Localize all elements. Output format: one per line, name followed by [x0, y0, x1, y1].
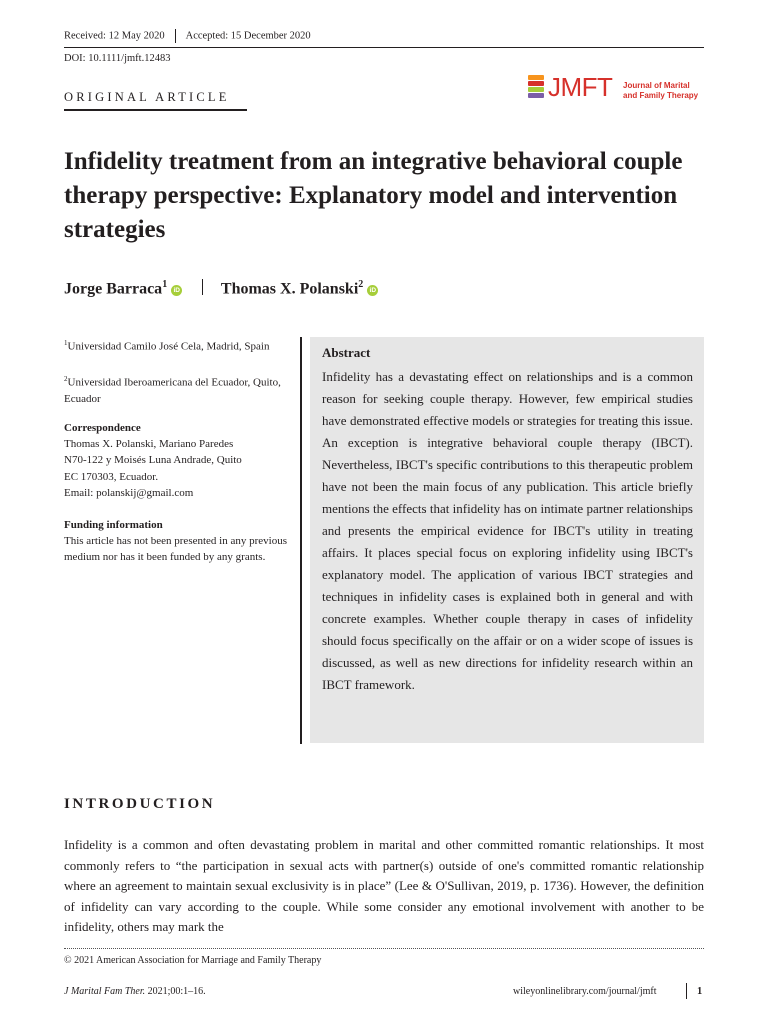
author-affiliation-sup: 2 — [358, 279, 364, 290]
page-number: 1 — [697, 986, 703, 997]
journal-citation — [64, 986, 206, 997]
copyright: © 2021 American Association for Marriage and Family Therapy — [64, 955, 322, 966]
affiliation-text: Universidad Iberoamericana del Ecuador, Quito, Ecuador — [64, 376, 281, 405]
affiliation-sup: 1 — [64, 339, 68, 347]
journal-logo[interactable] — [528, 73, 708, 101]
correspondence-block — [64, 420, 289, 501]
logo-bars-icon — [528, 75, 544, 99]
correspondence-heading: Correspondence — [64, 422, 141, 434]
orcid-icon[interactable]: iD — [171, 285, 182, 296]
author-divider — [202, 279, 203, 295]
column-divider — [300, 337, 302, 744]
journal-volume: 2021;00:1–16. — [145, 986, 206, 997]
received-accepted-dates — [64, 29, 311, 43]
affiliation-sup: 2 — [64, 375, 68, 383]
correspondence-line: N70-122 y Moisés Luna Andrade, Quito — [64, 454, 242, 467]
article-title: Infidelity treatment from an integrative behavioral couple therapy perspective: Explanatory model and intervention strategies — [64, 148, 683, 243]
article-type-rule — [64, 109, 247, 111]
body-paragraph: Infidelity is a common and often devastating problem in marital and other committed romantic relationships. It most commonly refers to “the participation in sexual acts with partner(s) outside of one's committed romantic relationship where an agreement to maintain sexual exclusivity is in place” (Lee & O'Sullivan, 2019, p. 1736). However, the definition of infidelity can vary according to the couple. While some consider any emotional involvement with another to be infidelity, others may mark the — [64, 837, 704, 934]
doi[interactable]: DOI: 10.1111/jmft.12483 — [64, 53, 171, 64]
received-date: Received: 12 May 2020 — [64, 30, 165, 42]
logo-abbr: JMFT — [548, 72, 613, 102]
affiliation-text: Universidad Camilo José Cela, Madrid, Spain — [67, 340, 270, 353]
author-name[interactable]: Jorge Barraca — [64, 280, 163, 298]
section-heading: INTRODUCTION — [64, 796, 216, 812]
correspondence-email[interactable]: Email: polanskij@gmail.com — [64, 486, 194, 499]
author-name[interactable]: Thomas X. Polanski — [220, 280, 359, 298]
funding-heading: Funding information — [64, 519, 163, 531]
header-rule — [64, 47, 704, 48]
author-list — [64, 279, 378, 298]
journal-url[interactable]: wileyonlinelibrary.com/journal/jmft — [513, 986, 657, 997]
correspondence-line: Thomas X. Polanski, Mariano Paredes — [64, 438, 234, 451]
journal-abbr: J Marital Fam Ther. — [64, 986, 146, 997]
correspondence-line: EC 170303, Ecuador. — [64, 470, 159, 483]
abstract-heading: Abstract — [322, 345, 371, 360]
footnote-divider — [64, 948, 704, 949]
funding-block — [64, 517, 289, 566]
divider — [175, 29, 176, 43]
article-type: ORIGINAL ARTICLE — [64, 90, 230, 104]
affiliation — [64, 335, 289, 355]
footer-divider — [686, 983, 687, 999]
orcid-icon[interactable]: iD — [367, 285, 378, 296]
accepted-date: Accepted: 15 December 2020 — [185, 30, 311, 42]
logo-name-line1: Journal of Marital — [623, 81, 690, 90]
funding-text: This article has not been presented in any previous medium nor has it been funded by any grants. — [64, 535, 287, 564]
abstract-text: Infidelity has a devastating effect on relationships and is a common reason for seeking couple therapy. However, few empirical studies have demonstrated effective models or strategies for treating this issue. An exception is integrative behavioral couple therapy (IBCT). Nevertheless, IBCT's specific contributions to this therapeutic problem have not been the main focus of any publication. This article briefly mentions the effects that infidelity has on intimate partner relationships and presents the empirical evidence for IBCT's utility in treating affairs. It places special focus on exploring infidelity using IBCT's explanatory model. The application of various IBCT strategies and techniques in infidelity cases is explained both in general and with concrete examples. Whether couple therapy in cases of infidelity should focus specifically on the affair or on a wider scope of issues is discussed, as well as new directions for infidelity research within an IBCT framework. — [322, 369, 693, 692]
affiliation — [64, 371, 289, 407]
author-affiliation-sup: 1 — [162, 279, 168, 290]
logo-name-line2: and Family Therapy — [623, 90, 699, 100]
logo-journal-name — [623, 81, 698, 100]
